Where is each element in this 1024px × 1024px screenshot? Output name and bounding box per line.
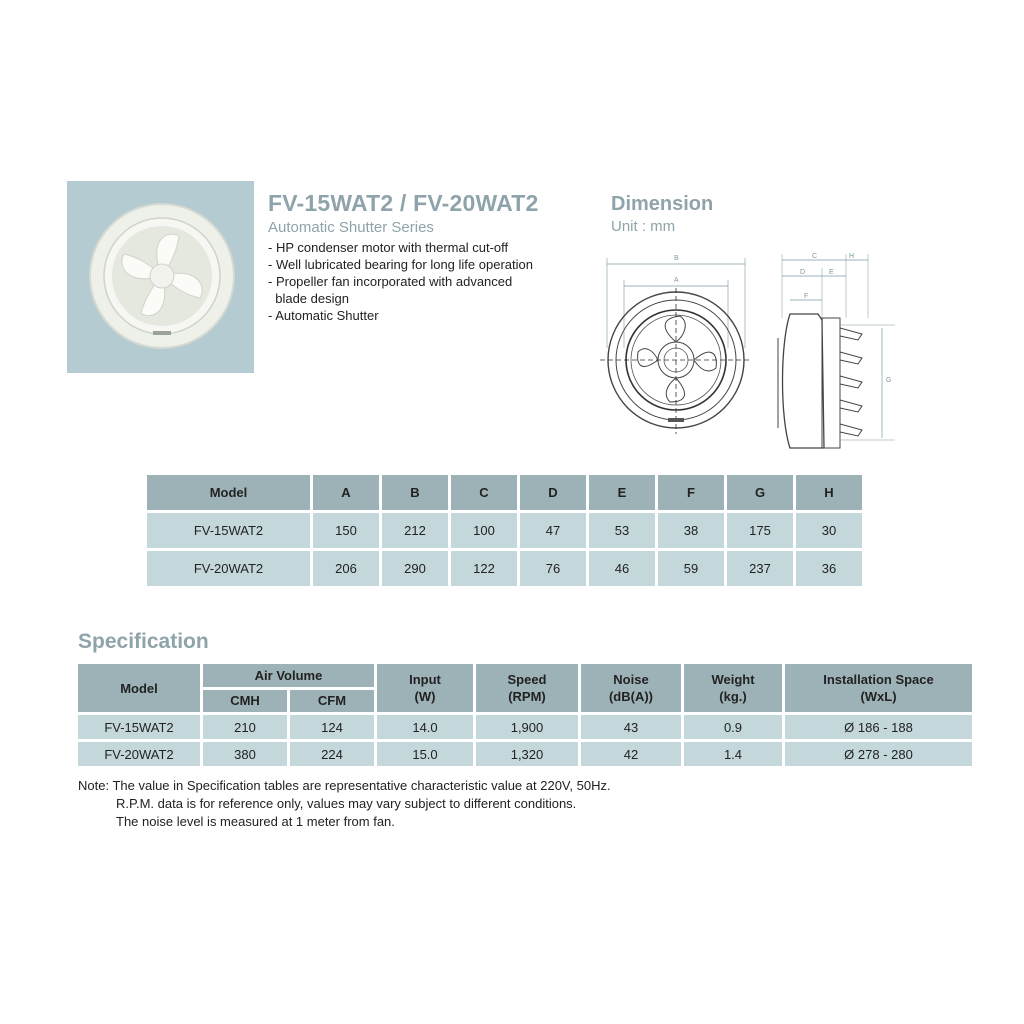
cell-f: 59: [658, 551, 724, 586]
specification-table: [75, 661, 975, 769]
cell-weight: 0.9: [684, 715, 782, 739]
cell-cfm: 224: [290, 742, 374, 766]
header-speed-unit: (RPM): [508, 689, 546, 704]
cell-d: 76: [520, 551, 586, 586]
table-row: [147, 513, 862, 548]
header-installation-label: Installation Space: [823, 672, 934, 687]
cell-cmh: 210: [203, 715, 287, 739]
label-f: F: [804, 293, 809, 300]
note-line: The noise level is measured at 1 meter from fan.: [116, 814, 395, 829]
header-installation-space: [785, 664, 972, 712]
cell-model: FV-20WAT2: [78, 742, 200, 766]
cell-h: 36: [796, 551, 862, 586]
feature-item: - Propeller fan incorporated with advanced: [268, 274, 513, 289]
cell-noise: 42: [581, 742, 681, 766]
front-view: [600, 255, 752, 434]
cell-input: 14.0: [377, 715, 473, 739]
cell-cmh: 380: [203, 742, 287, 766]
header-noise: [581, 664, 681, 712]
header-cmh: CMH: [203, 690, 287, 713]
header-h: H: [796, 475, 862, 510]
header-e: E: [589, 475, 655, 510]
dimension-diagram: [600, 248, 900, 458]
label-h: H: [849, 253, 855, 260]
cell-input: 15.0: [377, 742, 473, 766]
cell-g: 175: [727, 513, 793, 548]
notes: [78, 777, 611, 831]
header-noise-label: Noise: [613, 672, 649, 687]
cell-noise: 43: [581, 715, 681, 739]
header-model: Model: [147, 475, 310, 510]
cell-a: 150: [313, 513, 379, 548]
dimension-table-header: [147, 475, 862, 510]
feature-item: - HP condenser motor with thermal cut-off: [268, 240, 509, 255]
cell-model: FV-20WAT2: [147, 551, 310, 586]
cell-model: FV-15WAT2: [78, 715, 200, 739]
header-a: A: [313, 475, 379, 510]
product-photo: [67, 181, 254, 373]
ventilation-fan-image: [67, 181, 254, 373]
cell-e: 46: [589, 551, 655, 586]
dimension-title: Dimension: [611, 193, 714, 215]
header-speed: [476, 664, 578, 712]
header-speed-label: Speed: [507, 672, 547, 687]
cell-installation-space: Ø 186 - 188: [785, 715, 972, 739]
header-model: Model: [78, 664, 200, 712]
header-f: F: [658, 475, 724, 510]
cell-speed: 1,320: [476, 742, 578, 766]
feature-item: - Well lubricated bearing for long life operation: [268, 257, 533, 272]
cell-a: 206: [313, 551, 379, 586]
header-input: [377, 664, 473, 712]
header-input-unit: (W): [414, 689, 436, 704]
feature-item: - Automatic Shutter: [268, 308, 379, 323]
note-line: R.P.M. data is for reference only, values may vary subject to different conditions.: [116, 796, 577, 811]
header-noise-unit: (dB(A)): [608, 689, 654, 704]
table-row: [78, 715, 972, 739]
header-g: G: [727, 475, 793, 510]
specification-header-row: [78, 664, 972, 687]
header-weight-label: Weight: [711, 672, 755, 687]
cell-model: FV-15WAT2: [147, 513, 310, 548]
cell-f: 38: [658, 513, 724, 548]
label-d: D: [800, 269, 806, 276]
table-row: [78, 742, 972, 766]
header-b: B: [382, 475, 448, 510]
label-b: B: [674, 255, 679, 262]
cell-d: 47: [520, 513, 586, 548]
cell-b: 290: [382, 551, 448, 586]
label-g: G: [886, 377, 892, 384]
table-row: [147, 551, 862, 586]
header-cfm: CFM: [290, 690, 374, 713]
cell-weight: 1.4: [684, 742, 782, 766]
product-title: FV-15WAT2 / FV-20WAT2: [268, 190, 539, 216]
cell-installation-space: Ø 278 - 280: [785, 742, 972, 766]
label-e: E: [829, 269, 834, 276]
header-weight-unit: (kg.): [719, 689, 747, 704]
feature-item: blade design: [268, 291, 349, 306]
header-weight: [684, 664, 782, 712]
header-c: C: [451, 475, 517, 510]
header-installation-unit: (WxL): [860, 689, 897, 704]
dimension-unit: Unit : mm: [611, 218, 676, 235]
header-d: D: [520, 475, 586, 510]
cell-h: 30: [796, 513, 862, 548]
cell-speed: 1,900: [476, 715, 578, 739]
side-view: [778, 253, 895, 448]
header-input-label: Input: [409, 672, 441, 687]
label-a: A: [674, 277, 679, 284]
dimension-table: [144, 472, 865, 589]
label-c: C: [812, 253, 818, 260]
header-air-volume: Air Volume: [203, 664, 374, 687]
cell-g: 237: [727, 551, 793, 586]
cell-c: 122: [451, 551, 517, 586]
cell-c: 100: [451, 513, 517, 548]
cell-e: 53: [589, 513, 655, 548]
specification-title: Specification: [78, 630, 209, 653]
note-line: Note: The value in Specification tables are representative characteristic value at 220V, 50Hz.: [78, 778, 611, 793]
feature-list: [268, 239, 533, 324]
cell-cfm: 124: [290, 715, 374, 739]
cell-b: 212: [382, 513, 448, 548]
product-subtitle: Automatic Shutter Series: [268, 219, 434, 236]
